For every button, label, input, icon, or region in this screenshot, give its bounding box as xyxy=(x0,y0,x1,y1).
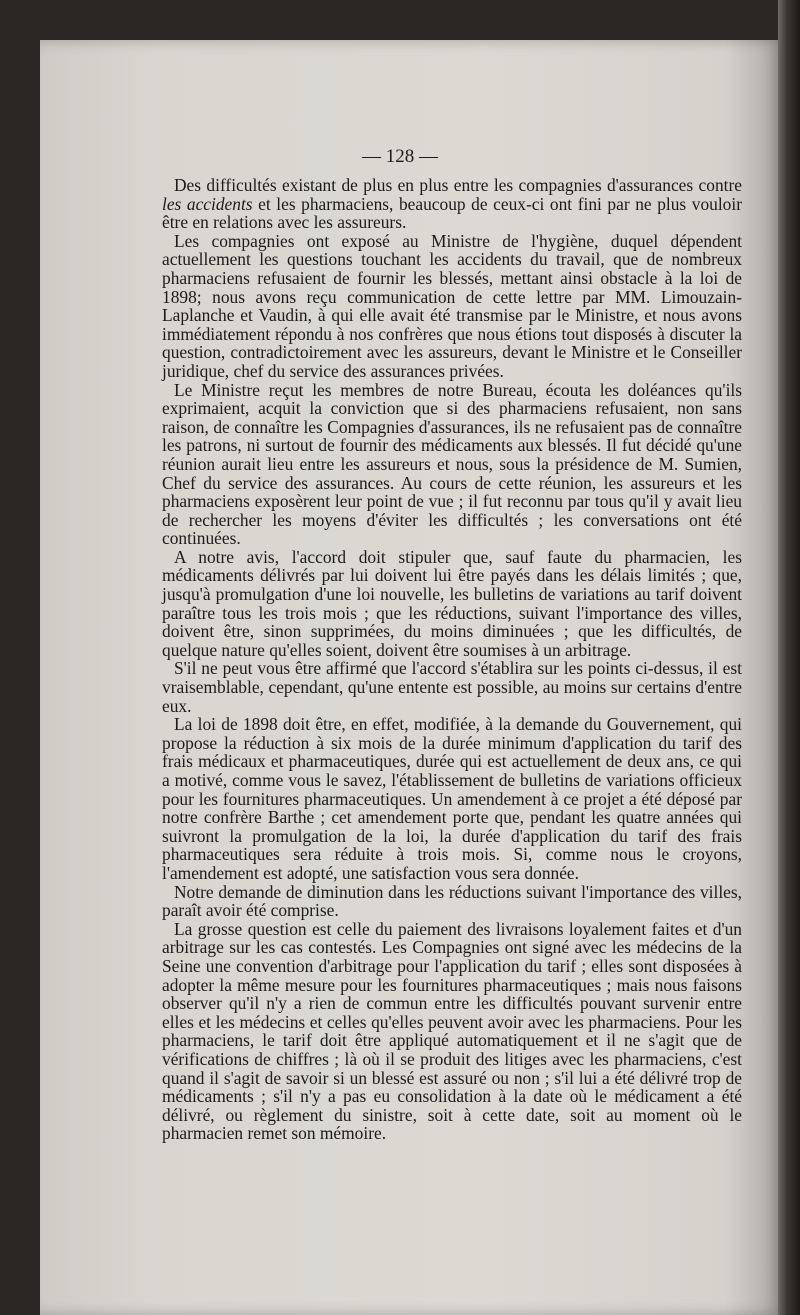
paragraph-3: Le Ministre reçut les membres de notre Bureau, écouta les doléances qu'ils exprimaient, acquit la conviction que si des pharmaciens refusaient, non sans raison, de connaître les Compagnies d'assurances, ils ne refusaient pas de connaître les patrons, ni surtout de fournir des médicaments aux blessés. Il fut décidé qu'une réunion aurait lieu entre les assureurs et nous, sous la présidence de M. Sumien, Chef du service des assurances. Au cours de cette réunion, les assureurs et les pharmaciens exposèrent leur point de vue ; il fut reconnu par tous qu'il y avait lieu de rechercher les moyens d'éviter les difficultés ; les conversations ont été continuées. xyxy=(162,379,742,549)
paragraph-5: S'il ne peut vous être affirmé que l'accord s'établira sur les points ci-dessus, il est vraisemblable, cependant, qu'une entente est possible, au moins sur certains d'entre eux. xyxy=(162,658,742,716)
paragraph-1-end: et les pharmaciens, beaucoup de ceux-ci ont fini par ne plus vouloir être en relations avec les assureurs. xyxy=(162,193,743,233)
paragraph-6: La loi de 1898 doit être, en effet, modifiée, à la demande du Gouvernement, qui propose la réduction à six mois de la durée minimum d'application du tarif des frais médicaux et pharmaceutiques, durée qui est actuellement de deux ans, ce qui a motivé, comme vous le savez, l'établissement de bulletins de variations officieux pour les fournitures pharmaceutiques. Un amendement à ce projet a été déposé par notre confrère Barthe ; cet amendement porte que, pendant les quatre années qui suivront la promulgation de la loi, la durée d'application du tarif des frais pharmaceutiques sera réduite à trois mois. Si, comme nous le croyons, l'amendement est adopté, une satisfaction vous sera donnée. xyxy=(162,714,742,883)
paragraph-1-start: Des difficultés existant de plus en plus entre les compagnies d'assurances contre xyxy=(174,175,742,195)
book-binding-edge xyxy=(778,0,800,1315)
paragraph-1 xyxy=(162,176,742,232)
paragraph-7: Notre demande de diminution dans les réductions suivant l'importance des villes, paraît avoir été comprise. xyxy=(162,881,742,921)
body-text xyxy=(162,176,742,1143)
paragraph-2: Les compagnies ont exposé au Ministre de l'hygiène, duquel dépendent actuellement les questions touchant les accidents du travail, que de nombreux pharmaciens refusaient de fournir les blessés, mettant ainsi obstacle à la loi de 1898; nous avons reçu communication de cette lettre par MM. Limouzain-Laplanche et Vaudin, à qui elle avait été transmise par le Ministre, et nous avons immédiatement répondu à nos confrères que nous étions tout disposés à discuter la question, contradictoirement avec les assureurs, devant le Ministre et le Conseiller juridique, chef du service des assurances privées. xyxy=(162,230,742,381)
page-number: — 128 — xyxy=(362,146,438,167)
paragraph-8: La grosse question est celle du paiement des livraisons loyalement faites et d'un arbitrage sur les cas contestés. Les Compagnies ont signé avec les médecins de la Seine une convention d'arbitrage pour l'application du tarif ; elles sont disposées à adopter la même mesure pour les fournitures pharmaceutiques ; mais nous faisons observer qu'il n'y a rien de commun entre les difficultés pouvant survenir entre elles et les médecins et celles qu'elles peuvent avoir avec les pharmaciens. Pour les pharmaciens, le tarif doit être appliqué automatiquement et il ne s'agit que de vérifications de chiffres ; là où il se produit des litiges avec les pharmaciens, c'est quand il s'agit de savoir si un blessé est assuré ou non ; s'il lui a été délivré trop de médicaments ; s'il n'y a pas eu consolidation à la date où le médicament a été délivré, ou règlement du sinistre, soit à cette date, soit au moment où le pharmacien remet son mémoire. xyxy=(162,918,742,1144)
paragraph-1-emphasis: les accidents xyxy=(162,193,253,214)
paragraph-4: A notre avis, l'accord doit stipuler que, sauf faute du pharmacien, les médicaments délivrés par lui doivent lui être payés dans les délais limités ; que, jusqu'à promulgation d'une loi nouvelle, les bulletins de variations au tarif doivent paraître tous les trois mois ; que les réductions, suivant l'importance des villes, doivent être, sinon supprimées, du moins diminuées ; que les difficultés, de quelque nature qu'elles soient, doivent être soumises à un arbitrage. xyxy=(162,546,742,660)
